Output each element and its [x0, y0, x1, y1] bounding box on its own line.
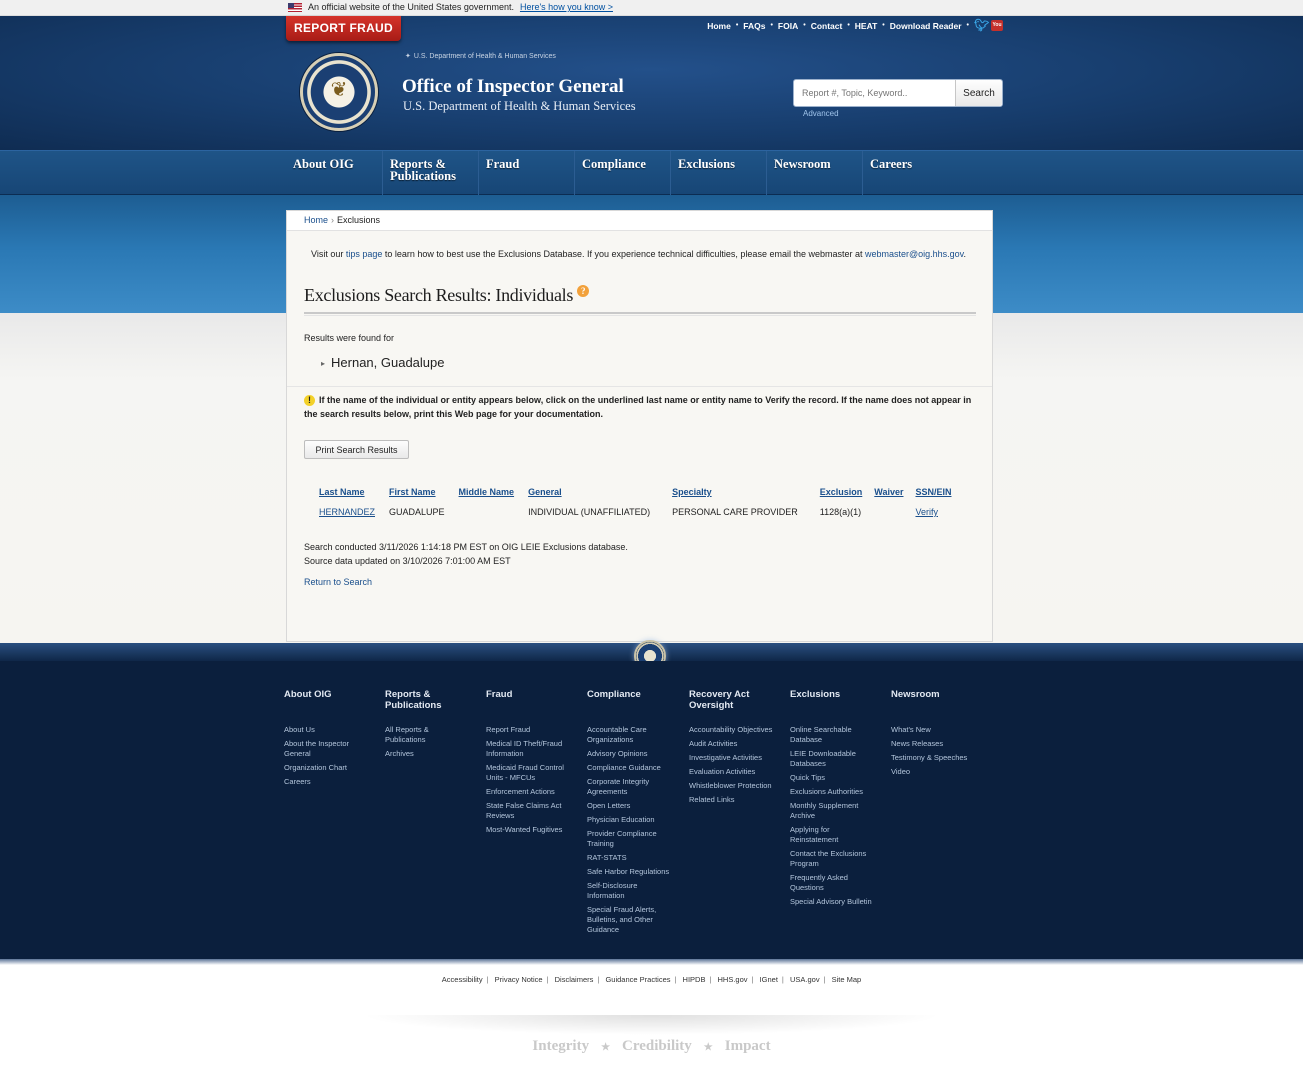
legal-link-usa[interactable]: USA.gov: [789, 975, 820, 984]
footer-link[interactable]: Related Links: [689, 795, 735, 804]
site-header: [0, 16, 1303, 150]
general-cell: INDIVIDUAL (UNAFFILIATED): [528, 507, 651, 517]
utility-link-download-reader[interactable]: Download Reader: [889, 20, 962, 31]
footer-link[interactable]: RAT-STATS: [587, 853, 627, 862]
search-button[interactable]: Search: [955, 80, 1002, 106]
gov-banner-link[interactable]: Here's how you know >: [519, 2, 613, 12]
page-title: Exclusions Search Results: Individuals ?: [304, 285, 589, 306]
footer-heading[interactable]: About OIG: [284, 689, 332, 700]
warning-icon: !: [304, 395, 315, 406]
legal-link-ignet[interactable]: IGnet: [759, 975, 778, 984]
verify-link[interactable]: Verify: [915, 507, 938, 517]
footer-link[interactable]: Testimony & Speeches: [891, 753, 968, 762]
footer-heading[interactable]: Recovery Act Oversight: [689, 689, 750, 711]
nav-about-oig[interactable]: About OIG: [293, 157, 354, 171]
site-subtitle: U.S. Department of Health & Human Services: [403, 99, 636, 113]
results-table: [315, 487, 956, 517]
footer-link[interactable]: Whistleblower Protection: [689, 781, 772, 790]
hhs-eagle-icon: ✦: [405, 53, 411, 60]
col-exclusion[interactable]: Exclusion: [819, 487, 863, 497]
searched-name: ▸ Hernan, Guadalupe: [321, 355, 445, 370]
footer-link[interactable]: Archives: [385, 749, 414, 758]
eagle-icon: ❦: [330, 79, 348, 101]
footer-link[interactable]: Open Letters: [587, 801, 631, 810]
footer-link[interactable]: Contact the Exclusions Program: [790, 849, 867, 868]
breadcrumb: [287, 211, 992, 231]
footer-heading[interactable]: Compliance: [587, 689, 641, 700]
footer-link[interactable]: About Us: [284, 725, 315, 734]
footer-col-reports: [385, 689, 483, 763]
first-name-cell: GUADALUPE: [389, 507, 445, 517]
verify-notice: ! If the name of the individual or entity appears below, click on the underlined last name or entity name to Verify the record. If the name does not appear in the search results below, print this Web page for your documentation.: [304, 395, 972, 419]
footer-link[interactable]: About the Inspector General: [284, 739, 350, 758]
footer-link[interactable]: Online Searchable Database: [790, 725, 852, 744]
footer-link[interactable]: Frequently Asked Questions: [790, 873, 848, 892]
footer-link[interactable]: Medical ID Theft/Fraud Information: [486, 739, 563, 758]
footer-link[interactable]: Accountable Care Organizations: [587, 725, 647, 744]
breadcrumb-separator-icon: ›: [331, 215, 335, 225]
footer-heading[interactable]: Fraud: [486, 689, 513, 700]
nav-fraud[interactable]: Fraud: [478, 151, 574, 195]
tagline: Integrity ★ Credibility ★ Impact: [532, 1038, 771, 1054]
col-specialty[interactable]: Specialty: [672, 487, 712, 497]
col-ssn-ein[interactable]: SSN/EIN: [915, 487, 952, 497]
search-meta: [304, 540, 628, 568]
footer-link[interactable]: Accountability Objectives: [689, 725, 773, 734]
help-icon[interactable]: ?: [577, 285, 589, 297]
legal-links: Accessibility | Privacy Notice | Disclaimers | Guidance Practices | HIPDB | HHS.gov | IGnet | USA.gov | Site Map: [441, 975, 862, 984]
source-updated-text: Source data updated on 3/10/2026 7:01:00 AM EST: [304, 556, 511, 566]
footer-link[interactable]: Exclusions Authorities: [790, 787, 863, 796]
footer-link[interactable]: Quick Tips: [790, 773, 826, 782]
footer-col-recovery-act: [689, 689, 787, 809]
footer-link[interactable]: Corporate Integrity Agreements: [587, 777, 650, 796]
legal-link-sitemap[interactable]: Site Map: [831, 975, 862, 984]
footer-link[interactable]: Special Advisory Bulletin: [790, 897, 872, 906]
footer-link[interactable]: Compliance Guidance: [587, 763, 661, 772]
footer-link[interactable]: Evaluation Activities: [689, 767, 756, 776]
footer-link[interactable]: Special Fraud Alerts, Bulletins, and Other Guidance: [587, 905, 657, 934]
footer-link[interactable]: Safe Harbor Regulations: [587, 867, 670, 876]
footer-link[interactable]: What's New: [891, 725, 931, 734]
footer-link[interactable]: Report Fraud: [486, 725, 531, 734]
footer-link[interactable]: Applying for Reinstatement: [790, 825, 839, 844]
print-search-results-button[interactable]: Print Search Results: [304, 440, 409, 459]
waiver-cell: [866, 507, 907, 517]
footer-link[interactable]: Video: [891, 767, 911, 776]
us-flag-icon: [288, 3, 302, 12]
footer-link[interactable]: News Releases: [891, 739, 944, 748]
hhs-line: ✦ U.S. Department of Health & Human Services: [405, 52, 556, 60]
footer-link[interactable]: State False Claims Act Reviews: [486, 801, 562, 820]
col-general[interactable]: General: [528, 487, 562, 497]
last-name-link[interactable]: HERNANDEZ: [319, 507, 376, 517]
footer-col-exclusions: [790, 689, 888, 911]
footer-col-about-oig: [284, 689, 382, 791]
footer-link[interactable]: LEIE Downloadable Databases: [790, 749, 856, 768]
footer-bottom-edge: [0, 959, 1303, 965]
twitter-icon[interactable]: 🐦︎: [974, 18, 990, 32]
search-conducted-text: Search conducted 3/11/2026 1:14:18 PM EST on OIG LEIE Exclusions database.: [304, 542, 628, 552]
results-found-label: Results were found for: [304, 333, 395, 343]
divider: [287, 386, 992, 392]
return-to-search-link[interactable]: Return to Search: [304, 577, 373, 587]
footer-link[interactable]: All Reports & Publications: [385, 725, 429, 744]
tagline-shadow: [360, 1015, 943, 1035]
report-fraud-button[interactable]: REPORT FRAUD: [286, 16, 401, 41]
utility-link-heat[interactable]: HEAT: [854, 20, 878, 31]
legal-link-privacy[interactable]: Privacy Notice: [494, 975, 543, 984]
col-last-name[interactable]: Last Name: [319, 487, 365, 497]
footer-link[interactable]: Organization Chart: [284, 763, 347, 772]
footer-link[interactable]: Physician Education: [587, 815, 655, 824]
middle-name-cell: [449, 507, 519, 517]
footer-link[interactable]: Self-Disclosure Information: [587, 881, 638, 900]
footer-link[interactable]: Enforcement Actions: [486, 787, 555, 796]
table-row: [315, 507, 956, 517]
footer-link[interactable]: Advisory Opinions: [587, 749, 648, 758]
star-icon: ★: [703, 1042, 713, 1053]
footer: [0, 661, 1303, 959]
exclusion-cell: 1128(a)(1): [819, 507, 862, 517]
utility-link-contact[interactable]: Contact: [810, 20, 843, 31]
legal-link-hipdb[interactable]: HIPDB: [682, 975, 706, 984]
footer-link[interactable]: Medicaid Fraud Control Units - MFCUs: [486, 763, 564, 782]
site-title[interactable]: Office of Inspector General: [402, 76, 624, 97]
oig-seal-logo[interactable]: [300, 53, 378, 131]
nav-reports-publications[interactable]: Reports & Publications: [382, 151, 478, 195]
utility-link-faqs[interactable]: FAQs: [743, 20, 766, 31]
legal-link-disclaimers[interactable]: Disclaimers: [554, 975, 594, 984]
footer-link[interactable]: Investigative Activities: [689, 753, 762, 762]
footer-link[interactable]: Provider Compliance Training: [587, 829, 657, 848]
footer-col-newsroom: [891, 689, 989, 781]
intro-text: Visit our tips page to learn how to best use the Exclusions Database. If you experience technical difficulties, please email the webmaster at webmaster@oig.hhs.gov.: [311, 249, 967, 259]
title-divider: [304, 312, 976, 316]
footer-link[interactable]: Audit Activities: [689, 739, 738, 748]
utility-links: Home • FAQs • FOIA • Contact • HEAT • Download Reader • 🐦︎ You: [707, 18, 1002, 32]
search-box: [793, 79, 1003, 107]
bullet-arrow-icon: ▸: [321, 359, 326, 369]
footer-heading[interactable]: Reports & Publications: [385, 689, 442, 711]
star-icon: ★: [601, 1042, 611, 1053]
results-header-row: [315, 487, 956, 507]
legal-link-accessibility[interactable]: Accessibility: [441, 975, 483, 984]
tips-page-link[interactable]: tips page: [345, 249, 383, 259]
youtube-icon[interactable]: You: [991, 20, 1003, 31]
breadcrumb-home[interactable]: Home: [304, 215, 329, 225]
advanced-search-link[interactable]: Advanced: [803, 109, 839, 118]
footer-col-compliance: [587, 689, 685, 939]
main-content: [286, 210, 993, 642]
main-nav: [0, 150, 1303, 195]
footer-link[interactable]: Monthly Supplement Archive: [790, 801, 859, 820]
utility-link-foia[interactable]: FOIA: [777, 20, 799, 31]
gov-banner: [0, 0, 1303, 16]
footer-col-fraud: [486, 689, 584, 839]
col-middle-name[interactable]: Middle Name: [458, 487, 515, 497]
legal-link-hhs[interactable]: HHS.gov: [717, 975, 748, 984]
specialty-cell: PERSONAL CARE PROVIDER: [672, 507, 798, 517]
col-waiver[interactable]: Waiver: [874, 487, 904, 497]
nav-exclusions[interactable]: Exclusions: [670, 151, 766, 195]
webmaster-email-link[interactable]: webmaster@oig.hhs.gov: [865, 249, 964, 259]
footer-link[interactable]: Careers: [284, 777, 311, 786]
footer-link[interactable]: Most-Wanted Fugitives: [486, 825, 563, 834]
breadcrumb-current: Exclusions: [337, 215, 381, 225]
footer-heading[interactable]: Exclusions: [790, 689, 841, 700]
legal-link-guidance[interactable]: Guidance Practices: [605, 975, 671, 984]
col-first-name[interactable]: First Name: [389, 487, 436, 497]
nav-newsroom[interactable]: Newsroom: [766, 151, 862, 195]
search-input[interactable]: [794, 80, 956, 106]
footer-heading[interactable]: Newsroom: [891, 689, 940, 700]
nav-compliance[interactable]: Compliance: [574, 151, 670, 195]
utility-link-home[interactable]: Home: [707, 20, 731, 31]
nav-careers[interactable]: Careers: [862, 151, 958, 195]
gov-banner-text: An official website of the United States government.: [308, 2, 514, 12]
